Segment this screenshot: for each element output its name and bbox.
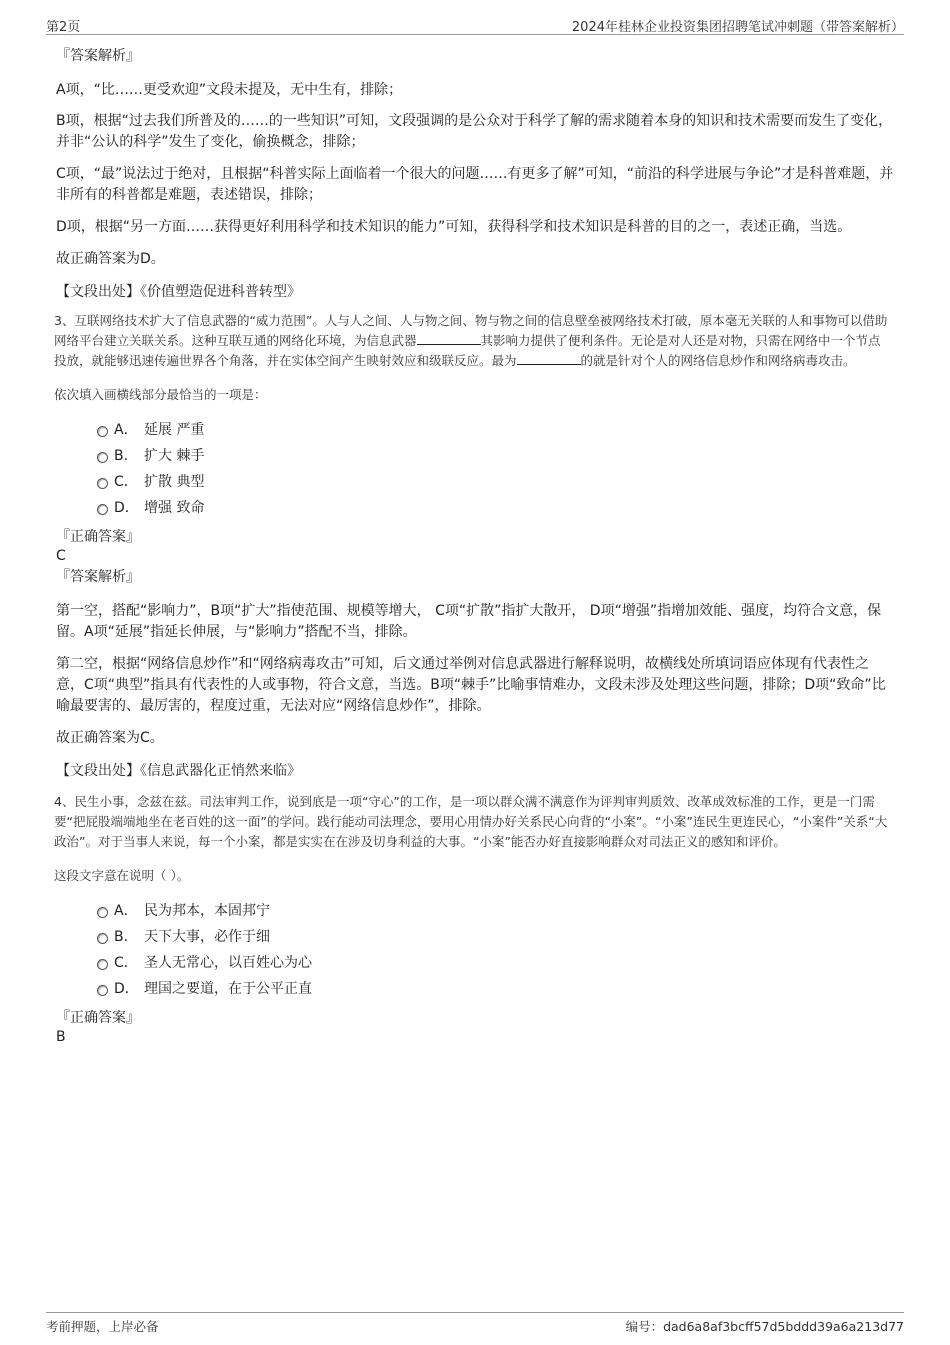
- q4-option-a[interactable]: A． 民为邦本，本固邦宁: [56, 898, 894, 924]
- radio-button[interactable]: [97, 478, 108, 489]
- document-title: 2024年桂林企业投资集团招聘笔试冲刺题（带答案解析）: [571, 20, 904, 35]
- blank-line: [517, 352, 581, 365]
- blank-line: [417, 332, 481, 345]
- q3-answer-label: 『正确答案』: [56, 529, 140, 545]
- q2-analysis-paragraph: B项，根据“过去我们所普及的……的一些知识”可知，文段强调的是公众对于科学了解的需求随着本身的知识和技术需要而发生了变化，并非“公认的科学”发生了变化，偷换概念，排除；: [56, 113, 893, 150]
- q2-analysis: [56, 46, 894, 303]
- footer-slogan: 考前押题，上岸必备: [46, 1319, 159, 1334]
- q3-body: 3、互联网络技术扩大了信息武器的“威力范围”。人与人之间、人与物之间、物与物之间的信息壁垒被网络技术打破，原本毫无关联的人和事物可以借助网络平台建立关联关系。这种互联互通的网络化环境，为信息武器 其影响力提供了便利条件。无论是对人还是对物，只需在网络中一个节点投放，就能够迅速传遍世界各个角落，并在实体空间产生映射效应和级联反应。最为 的就是针对个人的网络信息炒作和网络病毒攻击。: [54, 313, 888, 368]
- q2-analysis-paragraph: D项，根据“另一方面……获得更好利用科学和技术知识的能力”可知，获得科学和技术知识是科普的目的之一，表述正确，当选。: [56, 219, 852, 235]
- question-4: [56, 792, 894, 1046]
- page-header: [46, 14, 904, 35]
- radio-button[interactable]: [97, 426, 108, 437]
- radio-button[interactable]: [97, 985, 108, 996]
- radio-button[interactable]: [97, 452, 108, 463]
- q3-analysis-paragraph: 第二空，根据“网络信息炒作”和“网络病毒攻击”可知，后文通过举例对信息武器进行解释说明，故横线处所填词语应体现有代表性之意，C项“典型”指具有代表性的人或事物，符合文意，当选。B项“棘手”比喻事情难办，文段未涉及处理这些问题，排除；D项“致命”比喻最要害的、最厉害的，程度过重，无法对应“网络信息炒作”，排除。: [56, 656, 886, 714]
- q3-option-b[interactable]: B． 扩大 棘手: [56, 443, 894, 469]
- radio-button[interactable]: [97, 959, 108, 970]
- q2-analysis-label: 『答案解析』: [56, 48, 140, 64]
- q3-source: 【文段出处】《信息武器化正悄然来临》: [56, 763, 301, 779]
- q4-option-b[interactable]: B． 天下大事，必作于细: [56, 924, 894, 950]
- q2-source: 【文段出处】《价值塑造促进科普转型》: [56, 284, 301, 300]
- q4-answer: B: [56, 1029, 66, 1045]
- document-code: 编号：dad6a8af3bcff57d5bddd39a6a213d77: [625, 1319, 904, 1334]
- q3-conclusion: 故正确答案为C。: [56, 730, 164, 746]
- q2-analysis-paragraph: C项，“最”说法过于绝对，且根据“科普实际上面临着一个很大的问题……有更多了解”可知，“前沿的科学进展与争论”才是科普难题，并非所有的科普都是难题，表述错误，排除；: [56, 166, 894, 203]
- q3-analysis-paragraph: 第一空，搭配“影响力”，B项“扩大”指使范围、规模等增大， C项“扩散”指扩大散开， D项“增强”指增加效能、强度，均符合文意，保留。A项“延展”指延长伸展，与“影响力”搭配不当，排除。: [56, 603, 882, 640]
- q4-option-d[interactable]: D． 理国之要道，在于公平正直: [56, 976, 894, 1002]
- radio-button[interactable]: [97, 504, 108, 515]
- q4-body: 4、民生小事，念兹在兹。司法审判工作，说到底是一项“守心”的工作，是一项以群众满不满意作为评判审判质效、改革成效标准的工作，更是一门需要“把屁股端端地坐在老百姓的这一面”的学问。践行能动司法理念，要用心用情办好关系民心向背的“小案”。“小案”连民生更连民心，“小案件”关系“大政治”。对于当事人来说，每一个小案，都是实实在在涉及切身利益的大事。“小案”能否办好直接影响群众对司法正义的感知和评价。: [54, 794, 888, 849]
- q4-options: [56, 898, 894, 1002]
- radio-button[interactable]: [97, 907, 108, 918]
- page-number: 第2页: [46, 20, 81, 35]
- q4-prompt: 这段文字意在说明（ ）。: [54, 868, 190, 883]
- q2-analysis-paragraph: A项，“比……更受欢迎”文段未提及，无中生有，排除；: [56, 82, 403, 98]
- q3-option-c[interactable]: C． 扩散 典型: [56, 469, 894, 495]
- q3-option-d[interactable]: D． 增强 致命: [56, 495, 894, 521]
- question-3: [56, 311, 894, 782]
- page-footer: [46, 1312, 904, 1335]
- q3-prompt: 依次填入画横线部分最恰当的一项是：: [54, 387, 267, 402]
- q3-answer: C: [56, 548, 66, 564]
- radio-button[interactable]: [97, 933, 108, 944]
- q4-option-c[interactable]: C． 圣人无常心，以百姓心为心: [56, 950, 894, 976]
- q3-analysis-label: 『答案解析』: [56, 569, 140, 585]
- q3-option-a[interactable]: A． 延展 严重: [56, 417, 894, 443]
- q2-conclusion: 故正确答案为D。: [56, 251, 165, 267]
- page-content: [56, 44, 894, 1046]
- q3-options: [56, 417, 894, 521]
- q4-answer-label: 『正确答案』: [56, 1010, 140, 1026]
